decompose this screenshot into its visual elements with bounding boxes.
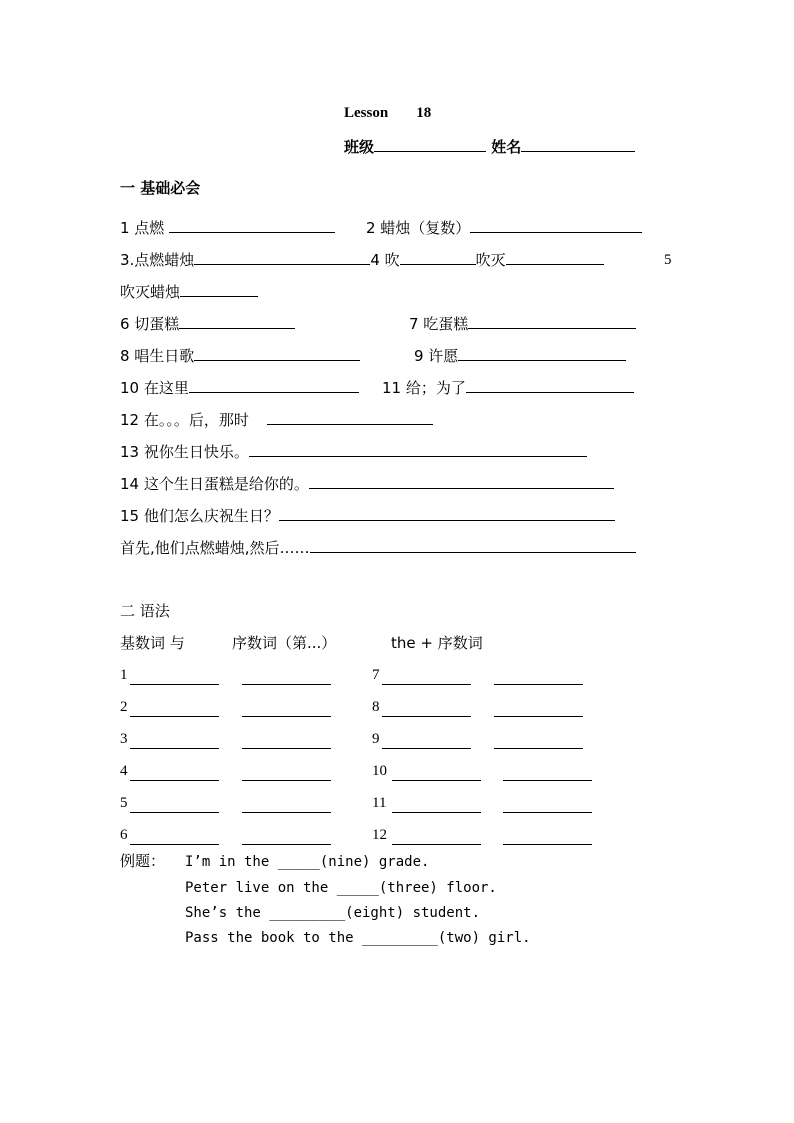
number-label: 2 xyxy=(120,699,128,715)
name-blank[interactable] xyxy=(521,137,635,152)
number-label: 3 xyxy=(120,731,128,747)
row-8 xyxy=(120,442,587,462)
answer-blank[interactable] xyxy=(169,218,335,233)
item-label: 14 这个生日蛋糕是给你的。 xyxy=(120,475,309,493)
row-6-right xyxy=(382,378,634,398)
item-label: 1 点燃 xyxy=(120,219,165,237)
item-label: 吹灭 xyxy=(475,251,506,269)
answer-blank[interactable] xyxy=(242,684,331,685)
answer-blank[interactable] xyxy=(503,780,592,781)
answer-blank[interactable] xyxy=(392,812,481,813)
lesson-number: 18 xyxy=(416,105,432,121)
answer-blank[interactable] xyxy=(180,282,258,297)
item-label: 8 唱生日歌 xyxy=(120,347,195,365)
answer-blank[interactable] xyxy=(382,684,471,685)
row-7 xyxy=(120,410,433,430)
answer-blank[interactable] xyxy=(249,442,587,457)
answer-blank[interactable] xyxy=(130,844,219,845)
example-sentence: I’m in the _____(nine) grade. xyxy=(185,854,430,870)
class-blank[interactable] xyxy=(374,137,486,152)
item-label: 2 蜡烛（复数） xyxy=(366,219,471,237)
number-label: 1 xyxy=(120,667,128,683)
number-label: 11 xyxy=(372,795,387,811)
row-5-right xyxy=(414,346,626,366)
class-name-line xyxy=(344,137,635,157)
answer-blank[interactable] xyxy=(130,716,219,717)
number-label: 5 xyxy=(120,795,128,811)
answer-blank[interactable] xyxy=(130,812,219,813)
answer-blank[interactable] xyxy=(242,780,331,781)
lesson-label: Lesson xyxy=(344,105,389,121)
answer-blank[interactable] xyxy=(392,780,481,781)
number-label: 8 xyxy=(372,699,380,715)
answer-blank[interactable] xyxy=(494,716,583,717)
grammar-header-cardinal: 基数词 与 xyxy=(120,634,185,652)
item-label: 10 在这里 xyxy=(120,379,189,397)
answer-blank[interactable] xyxy=(267,410,433,425)
number-label: 4 xyxy=(120,763,128,779)
number-label: 12 xyxy=(372,827,387,843)
answer-blank[interactable] xyxy=(130,684,219,685)
answer-blank[interactable] xyxy=(494,748,583,749)
answer-blank[interactable] xyxy=(382,748,471,749)
answer-blank[interactable] xyxy=(194,346,360,361)
row-6-left xyxy=(120,378,359,398)
item-label: 11 给；为了 xyxy=(382,379,466,397)
lesson-title xyxy=(344,103,431,123)
number-label: 7 xyxy=(372,667,380,683)
example-sentence: She’s the _________(eight) student. xyxy=(185,905,481,921)
row-11 xyxy=(120,538,636,558)
grammar-header-ordinal: 序数词（第...） xyxy=(232,634,337,652)
answer-blank[interactable] xyxy=(130,780,219,781)
answer-blank[interactable] xyxy=(506,250,604,265)
item-label: 6 切蛋糕 xyxy=(120,315,180,333)
answer-blank[interactable] xyxy=(179,314,295,329)
answer-blank[interactable] xyxy=(130,748,219,749)
item-label: 12 在。。。后，那时 xyxy=(120,411,249,429)
number-label: 10 xyxy=(372,763,387,779)
item-label: 4 吹 xyxy=(370,251,400,269)
answer-blank[interactable] xyxy=(242,716,331,717)
item-label: 3.点燃蜡烛 xyxy=(120,251,195,269)
answer-blank[interactable] xyxy=(309,474,614,489)
answer-blank[interactable] xyxy=(310,538,636,553)
answer-blank[interactable] xyxy=(468,314,636,329)
row-1-left xyxy=(120,218,335,238)
grammar-header-the-ordinal: the + 序数词 xyxy=(391,634,483,652)
row-1-right xyxy=(366,218,642,238)
item-label: 13 祝你生日快乐。 xyxy=(120,443,249,461)
number-label: 6 xyxy=(120,827,128,843)
item-label: 9 许愿 xyxy=(414,347,459,365)
answer-blank[interactable] xyxy=(242,748,331,749)
answer-blank[interactable] xyxy=(466,378,634,393)
item-label: 吹灭蜡烛 xyxy=(120,283,181,301)
example-sentence: Pass the book to the _________(two) girl. xyxy=(185,930,531,946)
name-label: 姓名 xyxy=(491,138,522,156)
answer-blank[interactable] xyxy=(400,250,476,265)
row-4-left xyxy=(120,314,295,334)
section1-title: 一 基础必会 xyxy=(120,179,201,197)
answer-blank[interactable] xyxy=(392,844,481,845)
answer-blank[interactable] xyxy=(503,844,592,845)
answer-blank[interactable] xyxy=(458,346,626,361)
row-3 xyxy=(120,282,258,302)
row-4-right xyxy=(409,314,636,334)
item-label: 首先,他们点燃蜡烛,然后…… xyxy=(120,539,310,557)
answer-blank[interactable] xyxy=(503,812,592,813)
item-label: 7 吃蛋糕 xyxy=(409,315,469,333)
answer-blank[interactable] xyxy=(242,844,331,845)
number-label: 9 xyxy=(372,731,380,747)
example-sentence: Peter live on the _____(three) floor. xyxy=(185,880,497,896)
section2-title: 二 语法 xyxy=(120,602,170,620)
answer-blank[interactable] xyxy=(194,250,370,265)
row-10 xyxy=(120,506,615,526)
row-5-left xyxy=(120,346,360,366)
answer-blank[interactable] xyxy=(382,716,471,717)
answer-blank[interactable] xyxy=(189,378,359,393)
class-label: 班级 xyxy=(344,138,375,156)
example-label: 例题： xyxy=(120,852,166,870)
answer-blank[interactable] xyxy=(494,684,583,685)
row-2-number: 5 xyxy=(664,252,672,268)
row-9 xyxy=(120,474,614,494)
answer-blank[interactable] xyxy=(470,218,642,233)
row-2 xyxy=(120,250,604,270)
answer-blank[interactable] xyxy=(279,506,615,521)
answer-blank[interactable] xyxy=(242,812,331,813)
item-label: 15 他们怎么庆祝生日？ xyxy=(120,507,279,525)
